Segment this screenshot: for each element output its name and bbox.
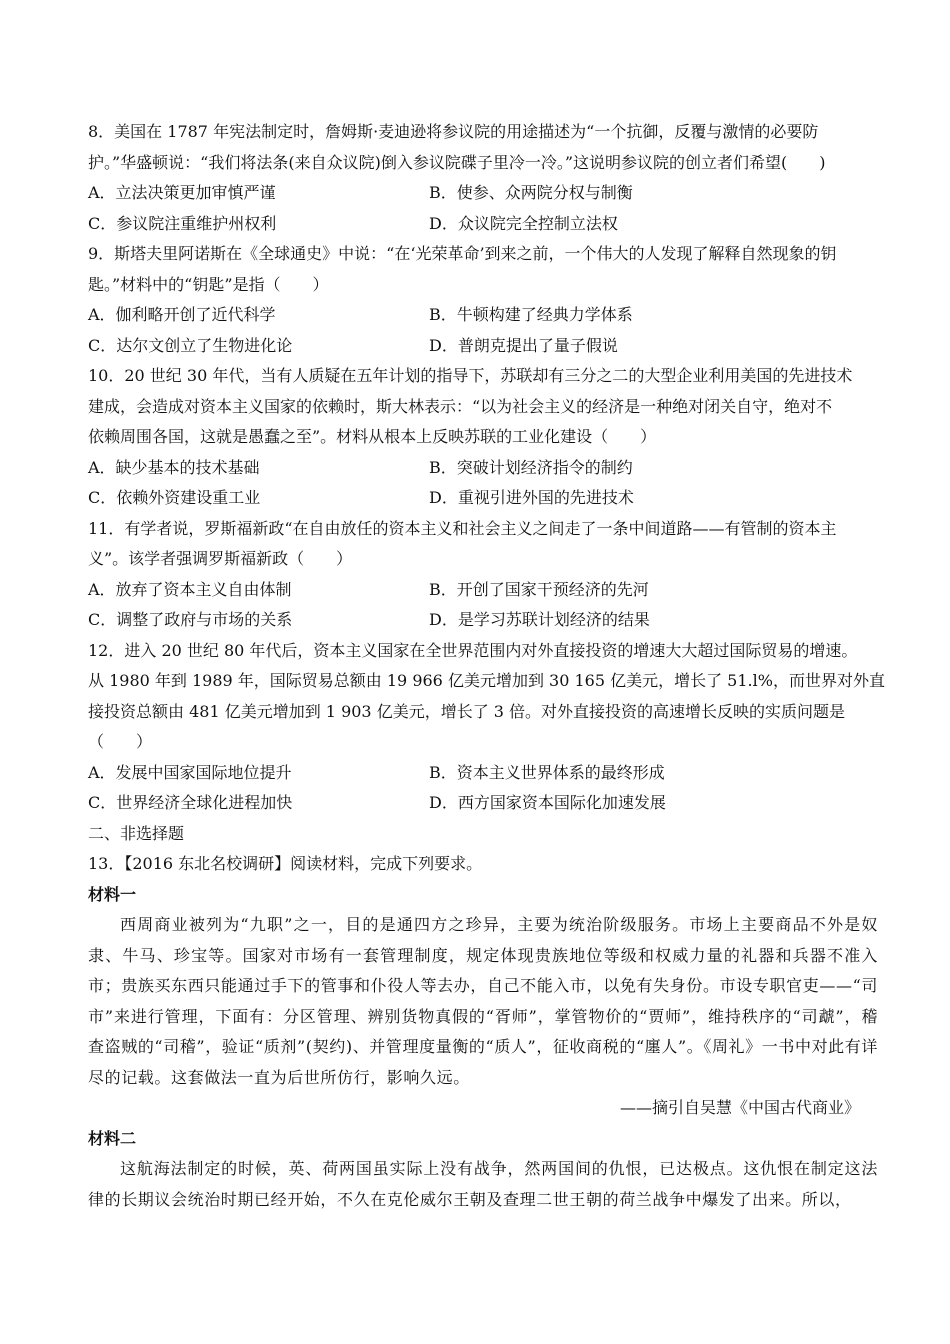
question-10-option-a: A．缺少基本的技术基础: [88, 457, 260, 477]
question-11: [88, 514, 878, 636]
material-2-text: 这航海法制定的时候，英、荷两国虽实际上没有战争，然两国间的仇恨，已达极点。这仇恨在制定这法律的长期议会统治时期已经开始，不久在克伦威尔王朝及查理二世王朝的荷兰战争中爆发了出来。所以，: [88, 1159, 878, 1209]
question-8-option-a: A．立法决策更加审慎严谨: [88, 183, 276, 202]
question-12-line-2: 从 1980 年到 1989 年，国际贸易总额由 19 966 亿美元增加到 30 165 亿美元，增长了 51.l%，而世界对外直: [88, 671, 885, 690]
question-9: [88, 239, 878, 361]
question-8-option-b: B．使参、众两院分权与制衡: [429, 183, 633, 202]
question-8: [88, 117, 878, 239]
document-page: [88, 117, 885, 1215]
question-12-option-b: B．资本主义世界体系的最终形成: [429, 762, 665, 782]
question-12-option-d: D．西方国家资本国际化加速发展: [429, 793, 666, 812]
question-8-line-1: 8．美国在 1787 年宪法制定时，詹姆斯·麦迪逊将参议院的用途描述为“一个抗御，反覆与激情的必要防: [88, 122, 819, 141]
question-11-line-2: 义”。该学者强调罗斯福新政（ ）: [88, 549, 353, 568]
question-10-option-d: D．重视引进外国的先进技术: [429, 488, 634, 507]
question-11-option-b: B．开创了国家干预经济的先河: [429, 579, 649, 599]
question-10-line-1: 10．20 世纪 30 年代，当有人质疑在五年计划的指导下，苏联却有三分之二的大型企业利用美国的先进技术: [88, 366, 853, 385]
question-9-line-2: 匙。”材料中的“钥匙”是指（ ）: [88, 274, 329, 294]
question-11-option-c: C．调整了政府与市场的关系: [88, 610, 293, 629]
section-heading: 二、非选择题: [88, 823, 185, 843]
material-1-source: ——摘引自吴慧《中国古代商业》: [619, 1098, 860, 1117]
question-10-line-2: 建成，会造成对资本主义国家的依赖时，斯大林表示：“以为社会主义的经济是一种绝对闭关自守，绝对不: [88, 396, 833, 416]
question-10: [88, 361, 878, 514]
question-12-option-a: A．发展中国家国际地位提升: [88, 762, 292, 782]
question-12-line-4: （ ）: [88, 732, 153, 751]
question-8-option-d: D．众议院完全控制立法权: [429, 213, 618, 233]
question-12: [88, 636, 885, 819]
question-8-line-2: 护。”华盛顿说：“我们将法条(来自众议院)倒入参议院碟子里冷一冷。”这说明参议院的创立者们希望( ): [88, 152, 826, 172]
question-9-option-d: D．普朗克提出了量子假说: [429, 335, 618, 355]
question-13-title: 13．【2016 东北名校调研】阅读材料，完成下列要求。: [88, 854, 483, 873]
question-12-option-c: C．世界经济全球化进程加快: [88, 793, 293, 812]
question-12-line-3: 接投资总额由 481 亿美元增加到 1 903 亿美元，增长了 3 倍。对外直接投资的高速增长反映的实质问题是: [88, 701, 846, 721]
question-11-option-d: D．是学习苏联计划经济的结果: [429, 610, 650, 629]
question-10-line-3: 依赖周围各国，这就是愚蠢之至”。材料从根本上反映苏联的工业化建设（ ）: [88, 427, 657, 446]
question-9-option-b: B．牛顿构建了经典力学体系: [429, 305, 633, 324]
question-9-line-1: 9．斯塔夫里阿诺斯在《全球通史》中说：“在‘光荣革命’到来之前，一个伟大的人发现了解释自然现象的钥: [88, 244, 837, 263]
material-1-heading: 材料一: [88, 884, 137, 904]
question-9-option-a: A．伽利略开创了近代科学: [88, 305, 276, 324]
material-2-heading: 材料二: [88, 1128, 137, 1148]
question-11-line-1: 11．有学者说，罗斯福新政“在自由放任的资本主义和社会主义之间走了一条中间道路——有管制的资本主: [88, 518, 837, 538]
question-9-option-c: C．达尔文创立了生物进化论: [88, 335, 293, 355]
material-1-text: 西周商业被列为“九职”之一，目的是通四方之珍异，主要为统治阶级服务。市场上主要商品不外是奴隶、牛马、珍宝等。国家对市场有一套管理制度，规定体现贵族地位等级和权威力量的礼器和兵器不准入市；贵族买东西只能通过手下的管事和仆役人等去办，自己不能入市，以免有失身份。市设专职官吏——“司市”来进行管理，下面有：分区管理、辨别货物真假的“胥师”，掌管物价的“贾师”，维持秩序的“司虣”，稽查盗贼的“司稽”，验证“质剂”(契约)、并管理度量衡的“质人”，征收商税的“廛人”。《周礼》一书中对此有详尽的记载。这套做法一直为后世所仿行，影响久远。: [88, 915, 878, 1087]
question-12-line-1: 12．进入 20 世纪 80 年代后，资本主义国家在全世界范围内对外直接投资的增速大大超过国际贸易的增速。: [88, 640, 858, 660]
question-10-option-c: C．依赖外资建设重工业: [88, 488, 261, 507]
question-11-option-a: A．放弃了资本主义自由体制: [88, 579, 292, 599]
question-10-option-b: B．突破计划经济指令的制约: [429, 457, 633, 477]
question-8-option-c: C．参议院注重维护州权利: [88, 213, 277, 233]
